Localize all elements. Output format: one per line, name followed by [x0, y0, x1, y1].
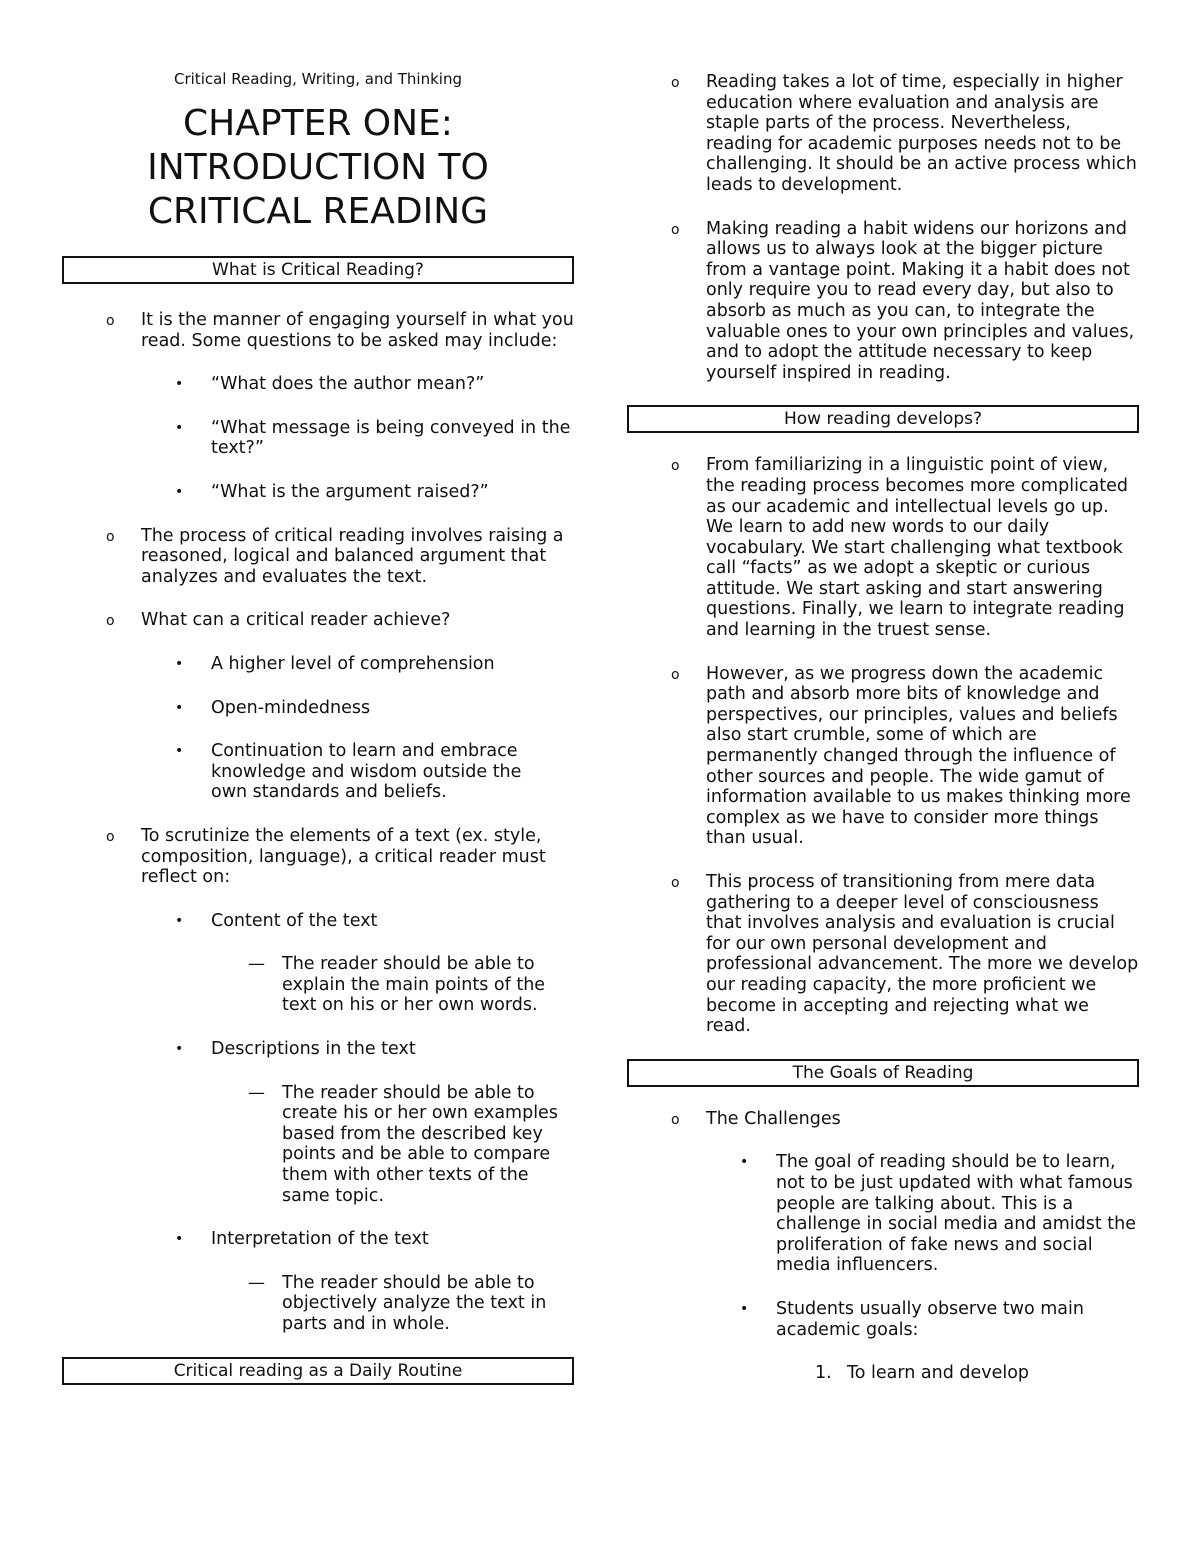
list-item-text: To learn and develop — [847, 1363, 1030, 1384]
circle-bullet-icon: o — [671, 75, 680, 91]
list-item — [627, 1152, 1139, 1276]
list-item-text: The Challenges — [706, 1108, 841, 1129]
list-item — [62, 1083, 574, 1207]
right-column — [627, 68, 1139, 1407]
list-item — [627, 72, 1139, 196]
list-item — [62, 418, 574, 459]
bullet-icon: • — [740, 1154, 749, 1171]
list-item-text: “What message is being conveyed in the text?” — [211, 417, 571, 459]
chapter-title — [62, 102, 574, 234]
list-item — [62, 482, 574, 503]
bullet-icon: • — [175, 912, 184, 929]
list-item — [62, 741, 574, 803]
list-item — [627, 219, 1139, 384]
bullet-icon: • — [175, 1231, 184, 1248]
circle-bullet-icon: o — [106, 528, 115, 545]
list-item-text: Interpretation of the text — [211, 1229, 429, 1250]
list-item — [627, 664, 1139, 849]
section-heading-box: How reading develops? — [627, 405, 1139, 433]
section-heading-box: Critical reading as a Daily Routine — [62, 1357, 574, 1385]
list-item-text: Descriptions in the text — [211, 1039, 416, 1060]
circle-bullet-icon: o — [671, 875, 680, 891]
list-item — [62, 610, 574, 631]
list-item-text: However, as we progress down the academic path and absorb more bits of knowledge and perspectives, our principles, values and beliefs also start crumble, some of which are permanently changed through the influence of other sources and people. The wide gamut of information available to us makes thinking more complex as we have to consider more things than usual. — [706, 663, 1131, 849]
circle-bullet-icon: o — [671, 666, 680, 683]
bullet-icon: • — [175, 743, 184, 760]
running-head: Critical Reading, Writing, and Thinking — [174, 70, 462, 88]
list-item-text: It is the manner of engaging yourself in what you read. Some questions to be asked may include: — [141, 310, 574, 351]
list-item — [62, 374, 574, 395]
dash-bullet-icon: — — [248, 1272, 265, 1293]
circle-bullet-icon: o — [106, 313, 115, 329]
bullet-icon: • — [175, 419, 184, 436]
list-item-text: “What is the argument raised?” — [211, 481, 489, 502]
list-item-text: From familiarizing in a linguistic point of view, the reading process becomes more complicated as our academic and intellectual levels go up. We learn to add new words to our daily vocabulary. We start challenging what textbook call “facts” as we adopt a skeptic or curious attitude. We start asking and start answering questions. Finally, we learn to integrate reading and learning in the truest sense. — [706, 455, 1129, 641]
bullet-icon: • — [175, 655, 184, 672]
dash-bullet-icon: — — [248, 1082, 265, 1103]
list-item-text: What can a critical reader achieve? — [141, 610, 451, 631]
list-item-text: The reader should be able to explain the main points of the text on his or her own words. — [282, 954, 546, 1016]
list-item-text: “What does the author mean?” — [211, 374, 485, 395]
dash-bullet-icon: — — [248, 954, 265, 975]
list-item-text: The process of critical reading involves raising a reasoned, logical and balanced argument that analyzes and evaluates the text. — [141, 525, 564, 587]
list-item-text: This process of transitioning from mere data gathering to a deeper level of consciousness that involves analysis and evaluation is crucial for our own personal development and professional advancement. The more we develop our reading capacity, the more proficient we become in accepting and rejecting what we read. — [706, 872, 1139, 1037]
list-item — [627, 455, 1139, 640]
circle-bullet-icon: o — [106, 828, 115, 845]
list-item-text: The reader should be able to create his or her own examples based from the described key points and be able to compare them with other texts of the same topic. — [282, 1082, 558, 1206]
list-item-text: Continuation to learn and embrace knowledge and wisdom outside the own standards and beliefs. — [211, 741, 522, 803]
list-item — [627, 872, 1139, 1037]
section-heading-box: What is Critical Reading? — [62, 256, 574, 284]
bullet-icon: • — [175, 1041, 184, 1058]
list-item-text: A higher level of comprehension — [211, 653, 495, 674]
list-item — [62, 826, 574, 888]
circle-bullet-icon: o — [106, 613, 115, 630]
circle-bullet-icon: o — [671, 221, 680, 238]
list-item — [62, 1039, 574, 1060]
list-item — [62, 654, 574, 675]
chapter-title-line: CRITICAL READING — [147, 191, 489, 232]
list-item-text: To scrutinize the elements of a text (ex. style, composition, language), a critical reader must reflect on: — [141, 825, 546, 888]
bullet-icon: • — [175, 483, 184, 500]
chapter-title-line: CHAPTER ONE: — [183, 103, 453, 144]
list-item-text: Content of the text — [211, 910, 378, 931]
bullet-icon: • — [740, 1300, 749, 1317]
list-item — [62, 1273, 574, 1335]
list-item — [62, 1229, 574, 1250]
section-heading-box: The Goals of Reading — [627, 1059, 1139, 1087]
list-item-text: Reading takes a lot of time, especially in higher education where evaluation and analysis are staple parts of the process. Nevertheless, reading for academic purposes needs not to be challenging. It should be an active process which leads to development. — [706, 72, 1137, 195]
list-item-text: The reader should be able to objectively analyze the text in parts and in whole. — [282, 1272, 547, 1334]
list-item — [62, 698, 574, 719]
list-item — [62, 954, 574, 1016]
list-number: 1. — [815, 1363, 832, 1384]
list-item-text: Making reading a habit widens our horizons and allows us to always look at the bigger picture from a vantage point. Making it a habit does not only require you to read every day, but also to absorb as much as you can, to integrate the valuable ones to your own principles and values, and to adopt the attitude necessary to keep yourself inspired in reading. — [706, 218, 1135, 383]
left-column — [62, 68, 574, 1385]
circle-bullet-icon: o — [671, 458, 680, 475]
list-item — [627, 1109, 1139, 1130]
list-item-text: Open-mindedness — [211, 697, 371, 718]
list-item — [62, 526, 574, 588]
circle-bullet-icon: o — [671, 1111, 680, 1128]
list-item-text: Students usually observe two main academic goals: — [776, 1298, 1084, 1340]
chapter-title-line: INTRODUCTION TO — [147, 147, 489, 188]
numbered-list-item — [627, 1363, 1139, 1384]
bullet-icon: • — [175, 699, 184, 716]
list-item — [627, 1299, 1139, 1340]
list-item — [62, 310, 574, 351]
list-item — [62, 911, 574, 932]
bullet-icon: • — [175, 376, 184, 393]
list-item-text: The goal of reading should be to learn, not to be just updated with what famous people are talking about. This is a challenge in social media and amidst the proliferation of fake news and social media influencers. — [776, 1152, 1136, 1276]
